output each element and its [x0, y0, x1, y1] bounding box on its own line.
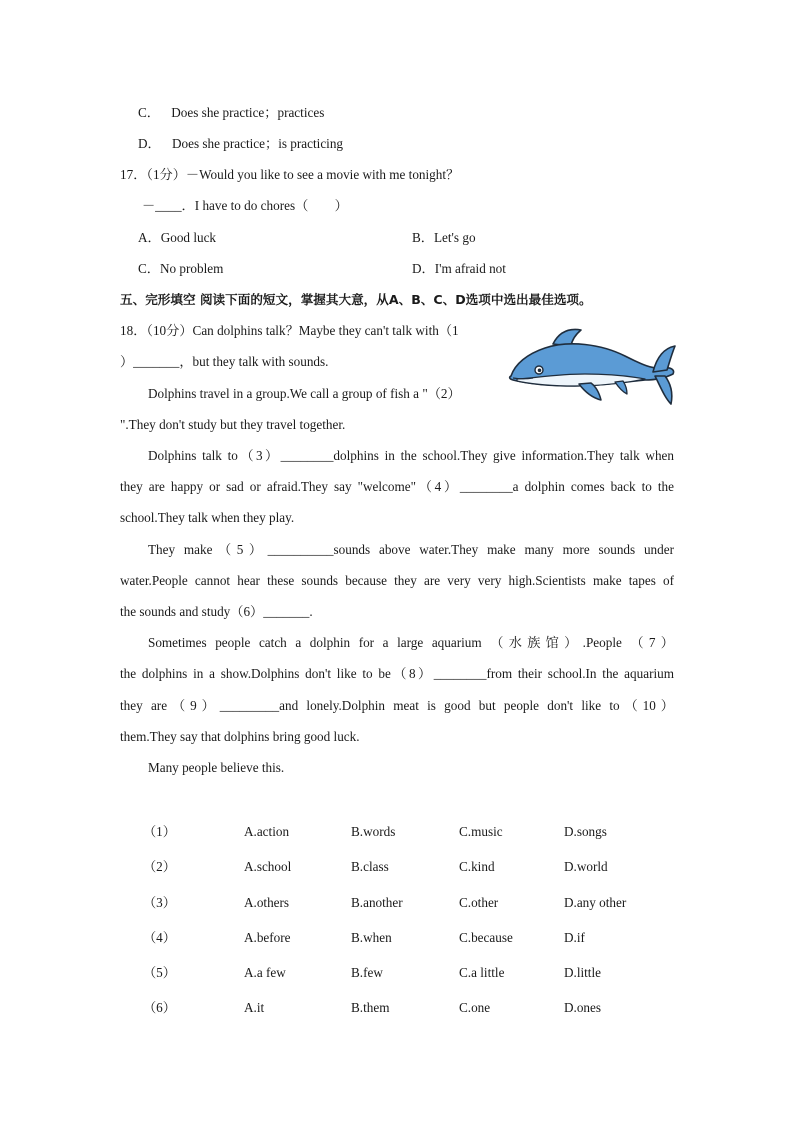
choice-c: C.other	[459, 895, 499, 910]
passage-line: water.People cannot hear these sounds because they are very very high.Scientists make tapes of	[120, 573, 674, 588]
choice-number: （3）	[143, 895, 176, 910]
choice-a: A.a few	[244, 965, 286, 980]
choice-b: B.them	[351, 1000, 390, 1015]
option-letter: D．	[138, 136, 161, 151]
choice-row	[0, 857, 794, 877]
choice-b: B.class	[351, 859, 389, 874]
option-text: Let's go	[433, 230, 476, 245]
passage-line: Sometimes people catch a dolphin for a large aquarium （水族馆）.People （7）	[148, 635, 674, 650]
choice-b: B.few	[351, 965, 383, 980]
choice-a: A.school	[244, 859, 292, 874]
option-text: Does she practice；is practicing	[172, 136, 344, 151]
choice-row	[0, 928, 794, 948]
choice-number: （4）	[143, 930, 176, 945]
choice-row	[0, 822, 794, 842]
q17-stem: 17．（1分）－Would you like to see a movie with me tonight？	[120, 167, 460, 182]
passage-line: them.They say that dolphins bring good luck.	[120, 729, 360, 744]
choice-row	[0, 998, 794, 1018]
choice-row	[0, 963, 794, 983]
q17-option-a	[138, 228, 216, 248]
choice-c: C.kind	[459, 859, 495, 874]
choice-a: A.action	[244, 824, 290, 839]
choice-c: C.music	[459, 824, 503, 839]
passage-line: the dolphins in a show.Dolphins don't like to be（8）________from their school.In the aquarium	[120, 666, 674, 681]
passage-line: Dolphins travel in a group.We call a group of fish a "（2）	[148, 386, 461, 401]
option-text: Good luck	[160, 230, 217, 245]
passage-line: ".They don't study but they travel together.	[120, 417, 346, 432]
prev-option-c	[138, 103, 324, 123]
choice-b: B.words	[351, 824, 396, 839]
choice-d: D.any other	[564, 895, 627, 910]
passage-line: 18．（10分）Can dolphins talk？Maybe they can't talk with（1	[120, 323, 459, 338]
passage-line: they are（9）_________and lonely.Dolphin meat is good but people don't like to（10）	[120, 698, 674, 713]
passage-line: Many people believe this.	[148, 760, 285, 775]
option-letter: D．	[412, 261, 435, 276]
choice-row	[0, 893, 794, 913]
passage-line: the sounds and study（6）_______.	[120, 604, 313, 619]
choice-d: D.world	[564, 859, 608, 874]
choice-d: D.songs	[564, 824, 607, 839]
q17-option-d	[412, 259, 506, 279]
option-letter: B．	[412, 230, 434, 245]
choice-d: D.little	[564, 965, 601, 980]
choice-c: C.a little	[459, 965, 505, 980]
choice-number: （2）	[143, 859, 176, 874]
choice-d: D.ones	[564, 1000, 601, 1015]
choice-c: C.one	[459, 1000, 491, 1015]
dolphin-illustration	[505, 326, 679, 408]
option-text: Does she practice；practices	[171, 105, 325, 120]
q17-reply: －____．I have to do chores（ ）	[142, 198, 348, 213]
option-letter: C．	[138, 105, 160, 120]
section-five-title: 五、完形填空 阅读下面的短文，掌握其大意，从A、B、C、D选项中选出最佳选项。	[120, 292, 592, 307]
passage-line: school.They talk when they play.	[120, 510, 295, 525]
passage-line: they are happy or sad or afraid.They say "welcome"（4）________a dolphin comes back to the	[120, 479, 674, 494]
option-letter: A．	[138, 230, 161, 245]
choice-a: A.others	[244, 895, 290, 910]
option-text: I'm afraid not	[434, 261, 506, 276]
choice-a: A.before	[244, 930, 291, 945]
choice-number: （1）	[143, 824, 176, 839]
prev-option-d	[138, 134, 343, 154]
choice-c: C.because	[459, 930, 513, 945]
q17-option-b	[412, 228, 476, 248]
choice-b: B.another	[351, 895, 403, 910]
choice-a: A.it	[244, 1000, 265, 1015]
choice-d: D.if	[564, 930, 585, 945]
q17-option-c	[138, 259, 223, 279]
option-letter: C．	[138, 261, 160, 276]
passage-line: They make（5）__________sounds above water.They make many more sounds under	[148, 542, 674, 557]
choice-number: （5）	[143, 965, 176, 980]
passage-line: Dolphins talk to（3）________dolphins in the school.They give information.They talk when	[148, 448, 674, 463]
choice-number: （6）	[143, 1000, 176, 1015]
choice-b: B.when	[351, 930, 392, 945]
option-text: No problem	[159, 261, 224, 276]
passage-line: ）_______，but they talk with sounds.	[120, 354, 329, 369]
